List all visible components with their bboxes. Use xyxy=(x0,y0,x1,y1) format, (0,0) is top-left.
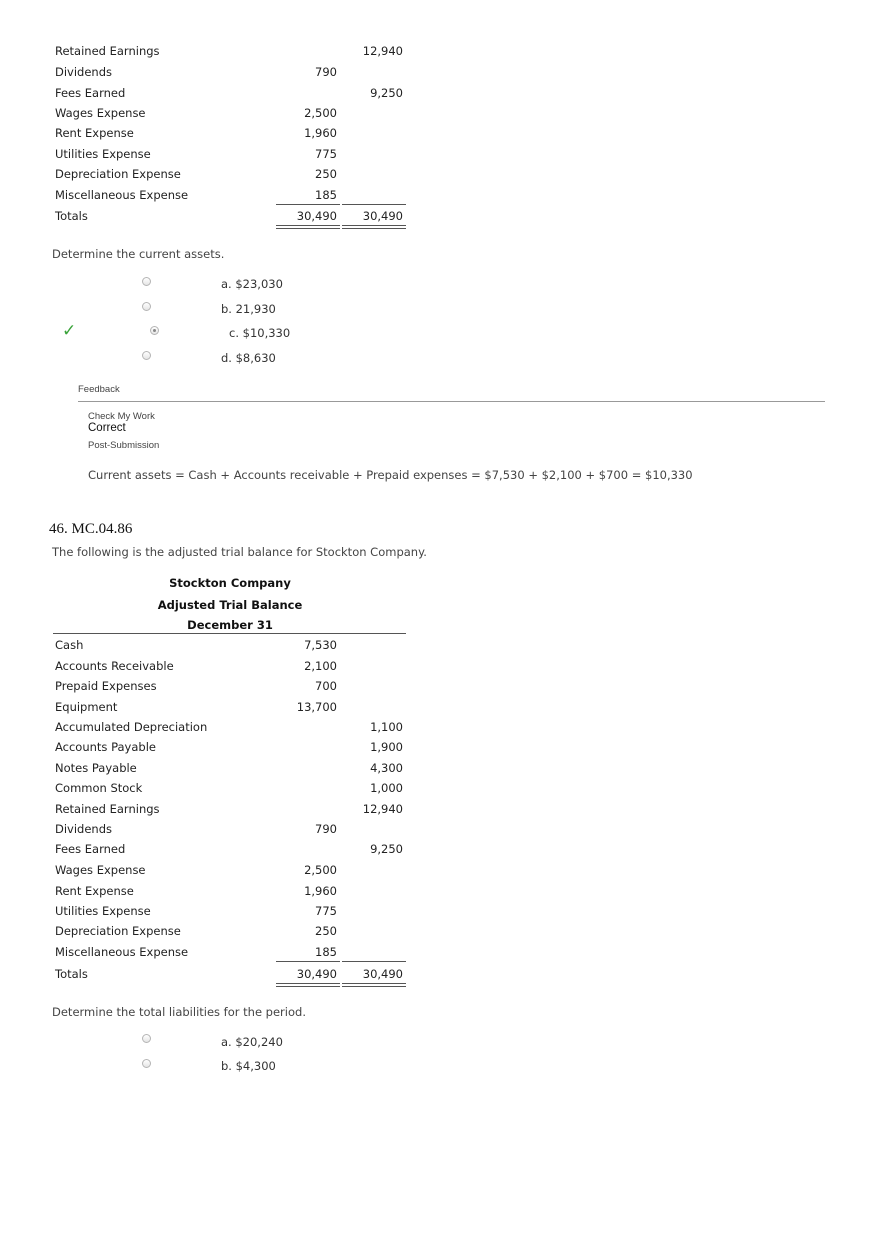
account-name: Fees Earned xyxy=(55,86,126,100)
credit-value: 12,940 xyxy=(362,44,403,58)
option-d-label[interactable]: d. $8,630 xyxy=(221,351,276,365)
debit-value: 13,700 xyxy=(296,700,337,714)
question-number: 46. MC.04.86 xyxy=(49,521,133,537)
account-name: Accounts Payable xyxy=(55,740,156,754)
table-row xyxy=(55,679,405,697)
account-name: Miscellaneous Expense xyxy=(55,188,189,202)
debit-sum-rule xyxy=(276,961,340,962)
debit-value: 790 xyxy=(315,65,337,79)
credit-value: 1,000 xyxy=(370,781,403,795)
debit-total-double-rule xyxy=(276,225,340,229)
result-status: Correct xyxy=(88,422,126,434)
account-name: Prepaid Expenses xyxy=(55,679,157,693)
account-name: Cash xyxy=(55,638,84,652)
account-name: Utilities Expense xyxy=(55,904,151,918)
debit-value: 790 xyxy=(315,822,337,836)
account-name: Common Stock xyxy=(55,781,143,795)
table-row xyxy=(55,904,405,922)
account-name: Dividends xyxy=(55,65,113,79)
option-c-radio[interactable] xyxy=(150,326,159,335)
account-name: Notes Payable xyxy=(55,761,137,775)
account-name: Accumulated Depreciation xyxy=(55,720,208,734)
debit-value: 7,530 xyxy=(304,638,337,652)
correct-check-icon: ✓ xyxy=(62,321,77,341)
debit-sum-rule xyxy=(276,204,340,205)
statement-date: December 31 xyxy=(187,618,273,632)
table-row xyxy=(55,761,405,779)
credit-sum-rule xyxy=(342,204,406,205)
table-row xyxy=(55,802,405,820)
totals-label: Totals xyxy=(55,967,88,981)
debit-value: 1,960 xyxy=(304,884,337,898)
feedback-explanation: Current assets = Cash + Accounts receivable + Prepaid expenses = $7,530 + $2,100 + $700 = $10,330 xyxy=(88,468,693,482)
credit-total-double-rule xyxy=(342,983,406,987)
table-row xyxy=(55,740,405,758)
table-row xyxy=(55,863,405,881)
option-a-radio[interactable] xyxy=(142,277,151,286)
credit-total: 30,490 xyxy=(362,967,403,981)
credit-value: 1,100 xyxy=(370,720,403,734)
table-row xyxy=(55,167,405,185)
option-b-radio[interactable] xyxy=(142,1059,151,1068)
table-row xyxy=(55,126,405,144)
table-row xyxy=(55,924,405,942)
table-row xyxy=(55,822,405,840)
option-a-label[interactable]: a. $23,030 xyxy=(221,277,283,291)
debit-value: 775 xyxy=(315,147,337,161)
check-my-work-label: Check My Work xyxy=(88,411,155,422)
credit-total: 30,490 xyxy=(362,209,403,223)
header-rule xyxy=(53,633,406,634)
account-name: Wages Expense xyxy=(55,863,146,877)
credit-value: 12,940 xyxy=(362,802,403,816)
account-name: Wages Expense xyxy=(55,106,146,120)
debit-value: 250 xyxy=(315,167,337,181)
debit-value: 1,960 xyxy=(304,126,337,140)
table-row xyxy=(55,147,405,165)
debit-value: 2,100 xyxy=(304,659,337,673)
debit-total: 30,490 xyxy=(296,967,337,981)
option-b-radio[interactable] xyxy=(142,302,151,311)
company-name: Stockton Company xyxy=(169,576,291,590)
credit-value: 4,300 xyxy=(370,761,403,775)
credit-value: 9,250 xyxy=(370,86,403,100)
debit-total: 30,490 xyxy=(296,209,337,223)
account-name: Accounts Receivable xyxy=(55,659,174,673)
account-name: Retained Earnings xyxy=(55,44,160,58)
option-b-label[interactable]: b. $4,300 xyxy=(221,1059,276,1073)
account-name: Rent Expense xyxy=(55,884,134,898)
option-c-label[interactable]: c. $10,330 xyxy=(229,326,291,340)
table-row xyxy=(55,44,405,62)
table-row xyxy=(55,884,405,902)
table-row xyxy=(55,700,405,718)
question-intro: The following is the adjusted trial balance for Stockton Company. xyxy=(52,545,427,559)
debit-value: 250 xyxy=(315,924,337,938)
table-row xyxy=(55,781,405,799)
debit-value: 185 xyxy=(315,188,337,202)
option-a-radio[interactable] xyxy=(142,1034,151,1043)
question-prompt: Determine the current assets. xyxy=(52,247,225,261)
post-submission-label: Post-Submission xyxy=(88,440,160,451)
debit-value: 185 xyxy=(315,945,337,959)
credit-total-double-rule xyxy=(342,225,406,229)
credit-sum-rule xyxy=(342,961,406,962)
account-name: Depreciation Expense xyxy=(55,167,181,181)
table-row xyxy=(55,65,405,83)
credit-value: 1,900 xyxy=(370,740,403,754)
statement-title: Adjusted Trial Balance xyxy=(157,598,303,612)
table-row xyxy=(55,106,405,124)
feedback-divider xyxy=(78,401,825,402)
account-name: Retained Earnings xyxy=(55,802,160,816)
credit-value: 9,250 xyxy=(370,842,403,856)
table-row xyxy=(55,842,405,860)
debit-value: 2,500 xyxy=(304,863,337,877)
account-name: Fees Earned xyxy=(55,842,126,856)
account-name: Equipment xyxy=(55,700,118,714)
debit-total-double-rule xyxy=(276,983,340,987)
account-name: Utilities Expense xyxy=(55,147,151,161)
table-row xyxy=(55,659,405,677)
table-row xyxy=(55,720,405,738)
feedback-label: Feedback xyxy=(78,384,120,395)
option-b-label[interactable]: b. 21,930 xyxy=(221,302,276,316)
question-prompt: Determine the total liabilities for the period. xyxy=(52,1005,306,1019)
account-name: Dividends xyxy=(55,822,113,836)
option-d-radio[interactable] xyxy=(142,351,151,360)
debit-value: 700 xyxy=(315,679,337,693)
account-name: Rent Expense xyxy=(55,126,134,140)
totals-label: Totals xyxy=(55,209,88,223)
debit-value: 2,500 xyxy=(304,106,337,120)
debit-value: 775 xyxy=(315,904,337,918)
option-a-label[interactable]: a. $20,240 xyxy=(221,1035,283,1049)
account-name: Miscellaneous Expense xyxy=(55,945,189,959)
table-row xyxy=(55,638,405,656)
table-row xyxy=(55,86,405,104)
account-name: Depreciation Expense xyxy=(55,924,181,938)
